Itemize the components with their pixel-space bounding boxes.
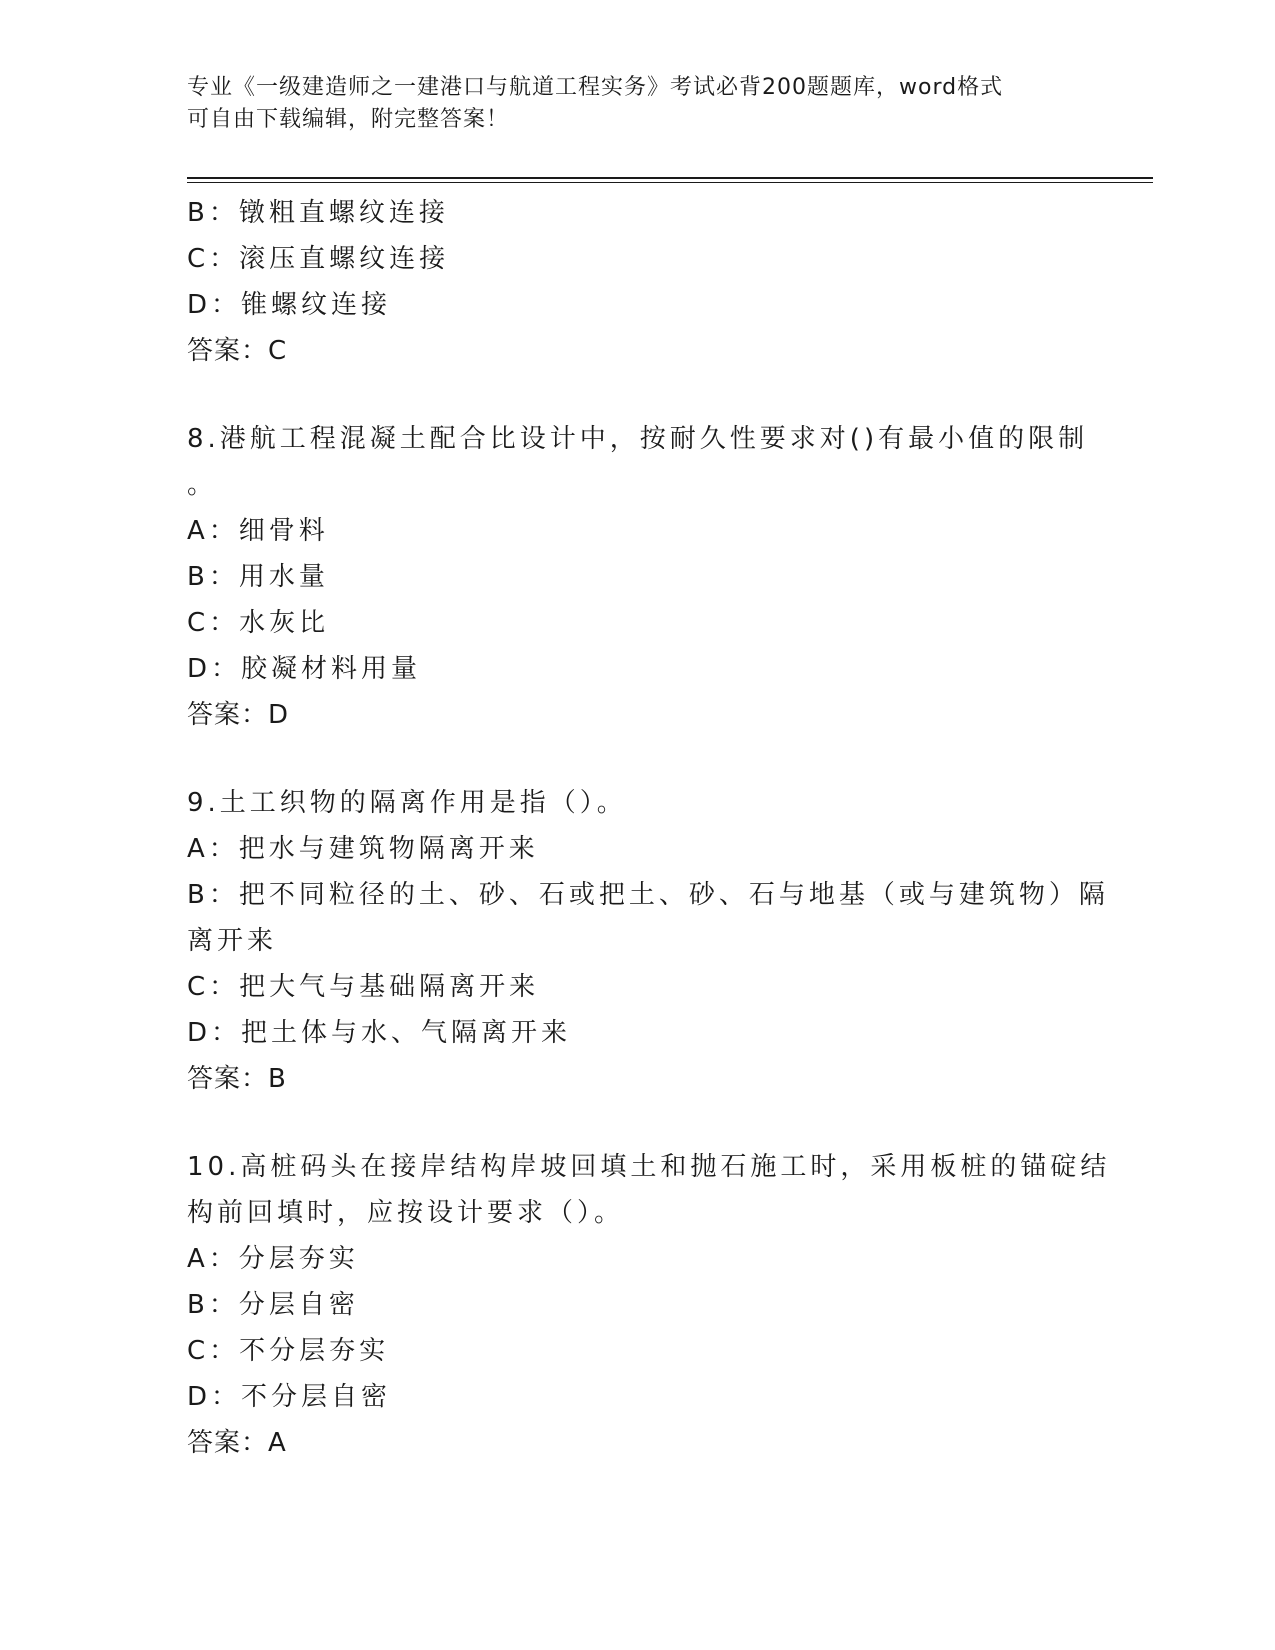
document-header: [187, 72, 1067, 136]
header-line-2: 可自由下载编辑，附完整答案！: [187, 107, 510, 132]
option-b: B：用水量: [187, 562, 329, 592]
option-b: B：把不同粒径的土、砂、石或把土、砂、石与地基（或与建筑物）隔: [187, 880, 1109, 910]
answer: 答案：C: [187, 336, 288, 366]
option-b-continued: 离开来: [187, 926, 278, 956]
answer: 答案：B: [187, 1064, 287, 1094]
option-a: A：分层夯实: [187, 1244, 359, 1274]
question-9: [187, 780, 1109, 1102]
option-a: A：把水与建筑物隔离开来: [187, 834, 539, 864]
option-b: B：分层自密: [187, 1290, 359, 1320]
header-line-1: 专业《一级建造师之一建港口与航道工程实务》考试必背200题题库，word格式: [187, 75, 1004, 100]
spacer: [187, 1102, 1087, 1144]
header-divider-thin: [187, 182, 1153, 183]
header-divider-thick: [187, 177, 1153, 179]
question-stem-continued: 构前回填时，应按设计要求（）。: [187, 1198, 625, 1228]
option-d: D：把土体与水、气隔离开来: [187, 1018, 572, 1048]
question-stem: 10.高桩码头在接岸结构岸坡回填土和抛石施工时，采用板桩的锚碇结: [187, 1152, 1111, 1182]
option-a: A：细骨料: [187, 516, 329, 546]
option-c: C：不分层夯实: [187, 1336, 390, 1366]
question-7: [187, 190, 1087, 374]
answer: 答案：A: [187, 1428, 287, 1458]
option-d: D：锥螺纹连接: [187, 290, 392, 320]
question-8: [187, 416, 1087, 738]
answer: 答案：D: [187, 700, 290, 730]
question-10: [187, 1144, 1111, 1466]
option-b: B：镦粗直螺纹连接: [187, 198, 449, 228]
spacer: [187, 738, 1087, 780]
question-stem: 9.土工织物的隔离作用是指（）。: [187, 788, 627, 818]
question-stem: 8.港航工程混凝土配合比设计中，按耐久性要求对()有最小值的限制: [187, 424, 1089, 454]
option-c: C：把大气与基础隔离开来: [187, 972, 540, 1002]
question-list: [187, 190, 1111, 1466]
option-c: C：滚压直螺纹连接: [187, 244, 450, 274]
option-c: C：水灰比: [187, 608, 330, 638]
option-d: D：不分层自密: [187, 1382, 392, 1412]
question-stem-continued: 。: [187, 470, 218, 500]
option-d: D：胶凝材料用量: [187, 654, 422, 684]
spacer: [187, 374, 1087, 416]
